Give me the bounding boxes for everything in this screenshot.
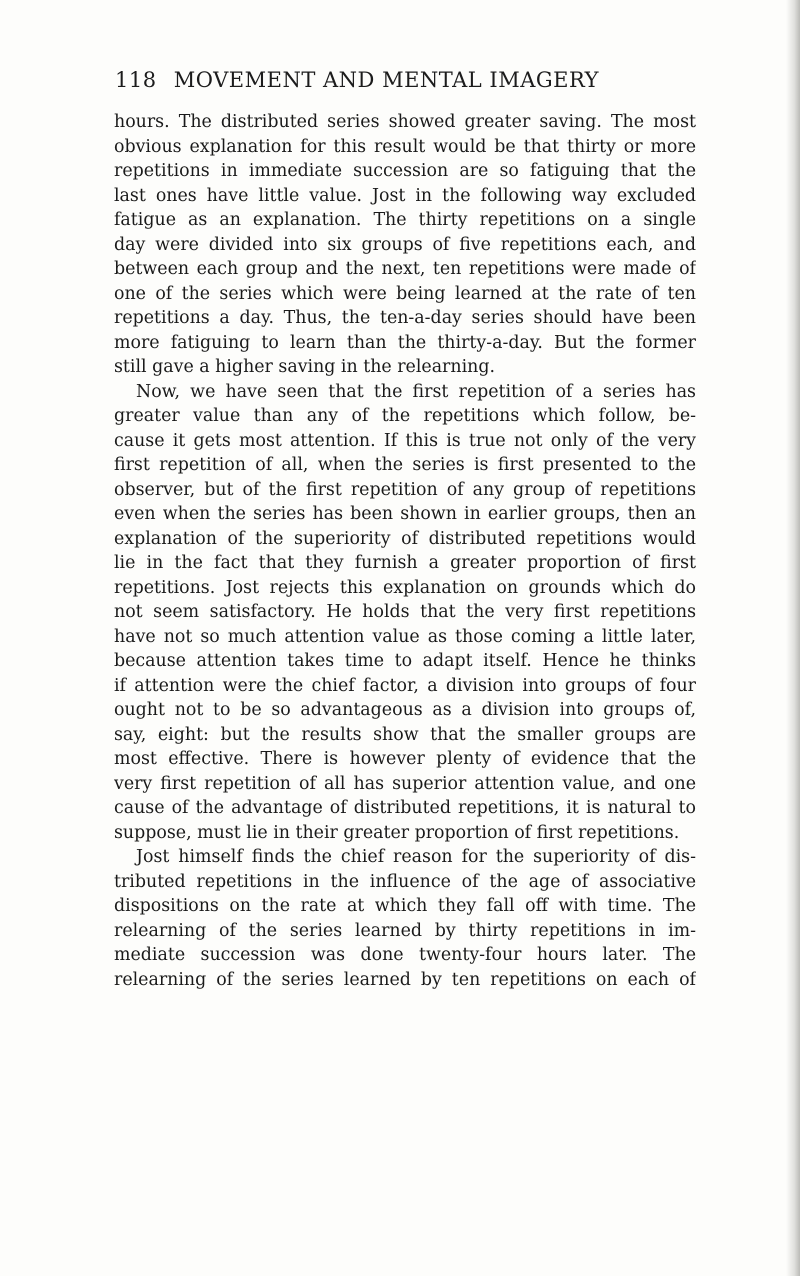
text-line: most effective. There is however plenty of evidence that the — [114, 749, 696, 769]
text-line: cause it gets most attention. If this is true not only of the very — [114, 430, 696, 451]
text-line: one of the series which were being learned at the rate of ten — [114, 283, 696, 304]
text-line: more fatiguing to learn than the thirty-a-day. But the former — [114, 332, 696, 353]
text-line: repetitions a day. Thus, the ten-a-day series should have been — [114, 308, 696, 328]
running-title: MOVEMENT AND MENTAL IMAGERY — [173, 68, 600, 92]
text-line: lie in the fact that they furnish a greater proportion of first — [114, 553, 696, 573]
text-line: dispositions on the rate at which they fall off with time. The — [114, 896, 696, 916]
text-line: day were divided into six groups of five repetitions each, and — [114, 234, 696, 255]
text-line: still gave a higher saving in the relearning. — [114, 357, 495, 377]
text-line: if attention were the chief factor, a division into groups of four — [114, 675, 696, 696]
text-line: last ones have little value. Jost in the following way excluded — [114, 185, 696, 206]
text-line: observer, but of the first repetition of any group of repetitions — [114, 479, 696, 500]
text-line: mediate succession was done twenty-four hours later. The — [114, 945, 696, 965]
text-line: cause of the advantage of distributed repetitions, it is natural to — [114, 798, 696, 818]
text-line: Now, we have seen that the first repetition of a series has — [136, 381, 696, 402]
text-line: obvious explanation for this result would be that thirty or more — [114, 136, 696, 157]
text-line: Jost himself finds the chief reason for the superiority of dis- — [136, 847, 696, 867]
text-line: relearning of the series learned by thirty repetitions in im- — [114, 920, 696, 941]
text-line: suppose, must lie in their greater proportion of first repetitions. — [114, 822, 680, 843]
text-line: fatigue as an explanation. The thirty repetitions on a single — [114, 210, 696, 230]
body-text — [114, 110, 696, 992]
text-line: even when the series has been shown in earlier groups, then an — [114, 504, 696, 524]
text-line: because attention takes time to adapt itself. Hence he thinks — [114, 651, 696, 671]
text-line: between each group and the next, ten repetitions were made of — [114, 259, 696, 279]
text-line: say, eight: but the results show that the smaller groups are — [114, 724, 696, 745]
text-line: repetitions in immediate succession are so fatiguing that the — [114, 161, 696, 181]
text-line: greater value than any of the repetitions which follow, be- — [114, 406, 696, 426]
page-edge-shadow — [786, 0, 800, 1276]
text-line: very first repetition of all has superior attention value, and one — [114, 773, 696, 794]
text-line: explanation of the superiority of distributed repetitions would — [114, 528, 696, 549]
text-line: repetitions. Jost rejects this explanation on grounds which do — [114, 577, 696, 598]
text-line: tributed repetitions in the influence of the age of associative — [114, 871, 696, 892]
text-line: not seem satisfactory. He holds that the very first repetitions — [114, 602, 696, 622]
text-line: hours. The distributed series showed greater saving. The most — [114, 112, 696, 132]
text-line: ought not to be so advantageous as a division into groups of, — [114, 700, 696, 720]
running-head — [115, 68, 695, 92]
text-line: first repetition of all, when the series is first presented to the — [114, 455, 696, 475]
page-number: 118 — [115, 68, 157, 92]
text-line: relearning of the series learned by ten repetitions on each of — [114, 969, 696, 990]
text-line: have not so much attention value as those coming a little later, — [114, 626, 696, 647]
